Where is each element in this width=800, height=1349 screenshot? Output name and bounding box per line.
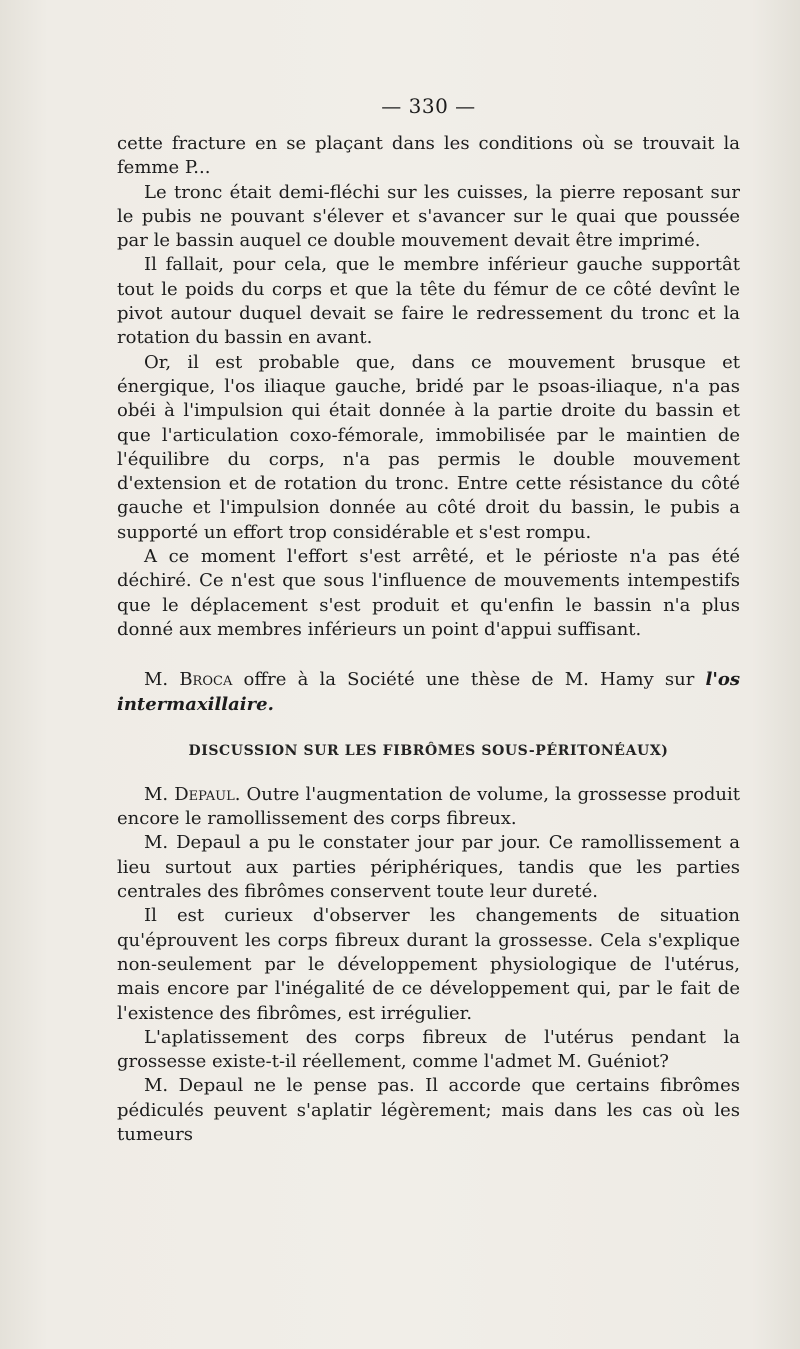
paragraph-moment: A ce moment l'effort s'est arrêté, et le périoste n'a pas été déchiré. Ce n'est que sous l'influence de mouvements intempestifs que le déplacement s'est produit et qu'enfin le bassin n'a plus donné aux membres inférieurs un point d'appui suffisant. <box>117 546 740 640</box>
page-text <box>117 92 740 1147</box>
paragraph-broca <box>117 668 740 717</box>
paragraph-depaul <box>117 783 740 832</box>
paragraph-tronc: Le tronc était demi-fléchi sur les cuisses, la pierre reposant sur le pubis ne pouvant s'élever et s'avancer sur le quai que poussée par le bassin auquel ce double mouvement devait être imprimé. <box>117 181 740 252</box>
speaker-depaul: M. Depaul. <box>144 783 241 805</box>
thesis-title: l'os intermaxillaire. <box>117 669 741 715</box>
paragraph-probable: Or, il est probable que, dans ce mouvement brusque et énergique, l'os iliaque gauche, bridé par le psoas-iliaque, n'a pas obéi à l'impulsion qui était donnée à la partie droite du bassin et que l'articulation coxo-fémorale, immobilisée par le maintien de l'équilibre du corps, n'a pas permis le double mouvement d'extension et de rotation du tronc. Entre cette résistance du côté gauche et l'impulsion donnée au côté droit du bassin, le pubis a supporté un effort trop considérable et s'est rompu. <box>117 351 740 543</box>
page-number: — 330 — <box>381 94 476 118</box>
paragraph-fallait: Il fallait, pour cela, que le membre inférieur gauche supportât tout le poids du corps et que la tête du fémur de ce côté devînt le pivot autour duquel devait se faire le redressement du tronc et la rotation du bassin en avant. <box>117 254 740 349</box>
speaker-broca: M. Broca <box>144 669 233 691</box>
paragraph-last: M. Depaul ne le pense pas. Il accorde que certains fibrômes pédiculés peuvent s'aplatir légèrement; mais dans les cas où les tumeurs <box>117 1075 740 1145</box>
broca-text: offre à la Société une thèse de M. Hamy sur <box>232 669 706 691</box>
paragraph-constater: M. Depaul a pu le constater jour par jour. Ce ramollissement a lieu surtout aux parties périphériques, tandis que les parties centrales des fibrômes conservent toute leur dureté. <box>117 832 740 903</box>
paragraph-aplatissement: L'aplatissement des corps fibreux de l'utérus pendant la grossesse existe-t-il réellement, comme l'admet M. Guéniot? <box>117 1026 740 1073</box>
depaul-text: Outre l'augmentation de volume, la grossesse produit encore le ramollissement des corps fibreux. <box>117 783 740 830</box>
paragraph-continuation: cette fracture en se plaçant dans les conditions où se trouvait la femme P... <box>117 133 740 179</box>
section-heading: DISCUSSION SUR LES FIBRÔMES SOUS-PÉRITONÉAUX) <box>188 742 669 759</box>
paragraph-curieux: Il est curieux d'observer les changements de situation qu'éprouvent les corps fibreux durant la grossesse. Cela s'explique non-seulement par le développement physiologique de l'utérus, mais encore par l'inégalité de ce développement qui, par le fait de l'existence des fibrômes, est irrégulier. <box>117 905 740 1024</box>
